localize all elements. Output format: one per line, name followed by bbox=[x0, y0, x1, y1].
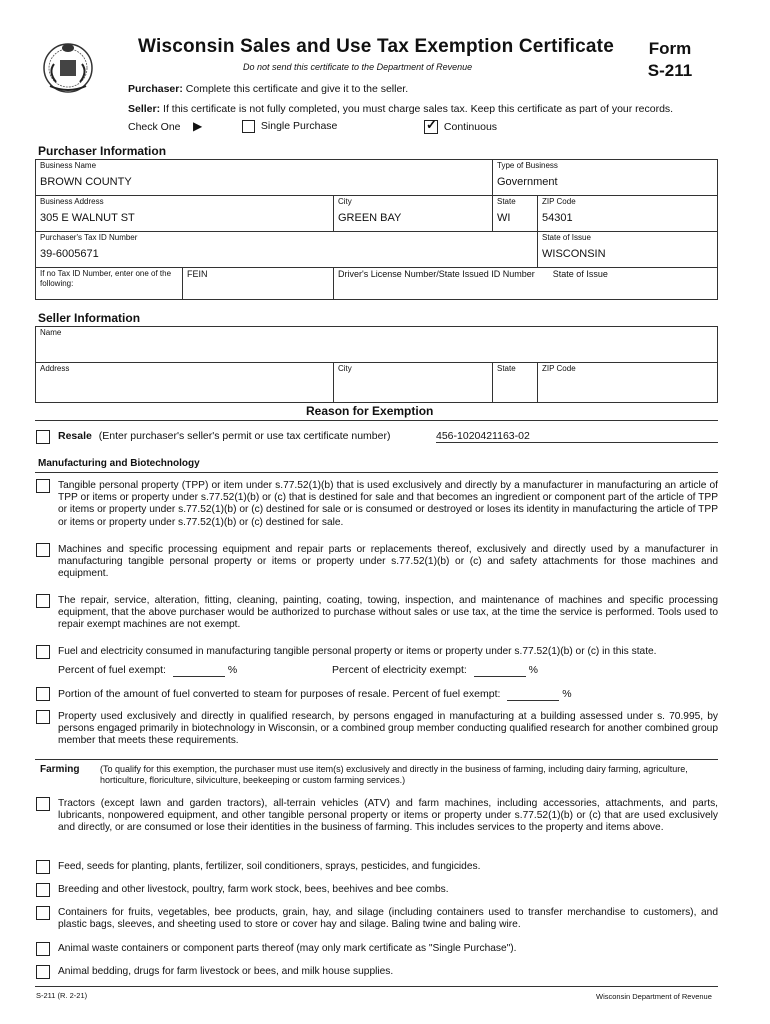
research-text: Property used exclusively and directly in qualified research, by persons engaged in manufacturing at a building assessed under s. 70.995, by persons engaged primarily in biotechnology in Wisconsin, or a combined group member conducting qualified research for another combined group member that meets these requirements. bbox=[58, 711, 718, 747]
mfg-fuel-checkbox[interactable] bbox=[36, 645, 50, 659]
no-tax-id-label-cell: If no Tax ID Number, enter one of the following: bbox=[36, 268, 183, 300]
divider bbox=[35, 472, 718, 473]
city-value: GREEN BAY bbox=[338, 212, 402, 224]
steam-checkbox[interactable] bbox=[36, 687, 50, 701]
state-of-issue-cell[interactable]: State of Issue WISCONSIN bbox=[538, 232, 718, 268]
city-cell[interactable]: City GREEN BAY bbox=[334, 196, 493, 232]
check-one-label: Check One bbox=[128, 121, 181, 133]
seller-state-cell[interactable]: State bbox=[493, 363, 538, 403]
wisconsin-seal-icon bbox=[40, 38, 96, 96]
fuel-percent-field[interactable] bbox=[173, 664, 225, 677]
checkmark-icon: ✓ bbox=[426, 117, 437, 132]
seller-section-title: Seller Information bbox=[38, 311, 141, 325]
steam-row: Portion of the amount of fuel converted to steam for purposes of resale. Percent of fuel exempt: % bbox=[58, 688, 572, 700]
seller-city-cell[interactable]: City bbox=[334, 363, 493, 403]
research-checkbox[interactable] bbox=[36, 710, 50, 724]
manufacturing-title: Manufacturing and Biotechnology bbox=[38, 458, 200, 469]
divider bbox=[35, 420, 718, 421]
purchaser-instruction: Purchaser: Complete this certificate and give it to the seller. bbox=[128, 83, 409, 95]
business-address-value: 305 E WALNUT ST bbox=[40, 212, 135, 224]
mfg-machines-checkbox[interactable] bbox=[36, 543, 50, 557]
divider bbox=[35, 759, 718, 760]
zip-value: 54301 bbox=[542, 212, 573, 224]
farm-livestock-checkbox[interactable] bbox=[36, 883, 50, 897]
arrow-right-icon: ▶ bbox=[193, 119, 203, 133]
seller-address-cell[interactable]: Address bbox=[36, 363, 334, 403]
farm-waste-checkbox[interactable] bbox=[36, 942, 50, 956]
mfg-machines-text: Machines and specific processing equipment and repair parts or replacements thereof, exclusively and directly used by a manufacturer in manufacturing tangible personal property or items or property under s.77.52(1)(b) or (c) and safety attachments for those machines and equipment. bbox=[58, 544, 718, 580]
department-name: Wisconsin Department of Revenue bbox=[596, 992, 712, 1001]
farm-containers-checkbox[interactable] bbox=[36, 906, 50, 920]
tax-id-cell[interactable]: Purchaser's Tax ID Number 39-6005671 bbox=[36, 232, 538, 268]
form-number-label bbox=[645, 38, 695, 82]
farm-livestock-text: Breeding and other livestock, poultry, farm work stock, bees, beehives and bee combs. bbox=[58, 884, 449, 895]
electricity-percent-row: Percent of electricity exempt: % bbox=[332, 664, 538, 676]
purchaser-table bbox=[35, 159, 718, 300]
mfg-fuel-text: Fuel and electricity consumed in manufacturing tangible personal property or items or property under s.77.52(1)(b) or (c) in this state. bbox=[58, 646, 657, 657]
state-cell[interactable]: State WI bbox=[493, 196, 538, 232]
footer-divider bbox=[35, 986, 718, 987]
business-name-value: BROWN COUNTY bbox=[40, 176, 132, 188]
farm-tractors-text: Tractors (except lawn and garden tractors), all-terrain vehicles (ATV) and farm machines, including accessories, attachments, and parts, lubricants, nonpowered equipment, and other tangible personal property or items or property under s.77.52(1)(b) or (c) that are used exclusively and directly, or are consumed or lose their identities in the business of farming. This includes services to the property and items above. bbox=[58, 798, 718, 834]
seller-instruction: Seller: If this certificate is not fully completed, you must charge sales tax. Keep this certificate as part of your records. bbox=[128, 103, 674, 115]
farm-tractors-checkbox[interactable] bbox=[36, 797, 50, 811]
farm-bedding-checkbox[interactable] bbox=[36, 965, 50, 979]
farm-containers-text: Containers for fruits, vegetables, bee products, grain, hay, and silage (including containers used to transfer merchandise to customers), and plastic bags, sleeves, and sheeting used to store or cover hay and silage. Baling twine and baling wire. bbox=[58, 907, 718, 931]
single-purchase-checkbox[interactable] bbox=[242, 120, 255, 133]
zip-cell[interactable]: ZIP Code 54301 bbox=[538, 196, 718, 232]
drivers-license-cell[interactable]: Driver's License Number/State Issued ID Number State of Issue bbox=[334, 268, 718, 300]
form-word: Form bbox=[648, 39, 692, 58]
mfg-repair-text: The repair, service, alteration, fitting, cleaning, painting, coating, towing, inspection, and maintenance of machines and specific processing equipment, that the above purchaser would be authorized to purchase without sales or use tax, at the time the service is performed. Tools used to repair exempt machines are not exempt. bbox=[58, 595, 718, 631]
seller-name-cell[interactable]: Name bbox=[36, 327, 718, 363]
tax-id-value: 39-6005671 bbox=[40, 248, 99, 260]
form-number: S-211 bbox=[647, 61, 693, 80]
steam-percent-field[interactable] bbox=[507, 688, 559, 701]
type-of-business-value: Government bbox=[497, 176, 558, 188]
farm-feed-text: Feed, seeds for planting, plants, fertilizer, soil conditioners, sprays, pesticides, and fungicides. bbox=[58, 861, 481, 872]
resale-number-field[interactable]: 456-1020421163-02 bbox=[436, 430, 718, 443]
mfg-tpp-checkbox[interactable] bbox=[36, 479, 50, 493]
do-not-send-note: Do not send this certificate to the Department of Revenue bbox=[243, 62, 473, 72]
state-of-issue-value: WISCONSIN bbox=[542, 248, 606, 260]
fuel-percent-row: Percent of fuel exempt: % bbox=[58, 664, 238, 676]
farm-feed-checkbox[interactable] bbox=[36, 860, 50, 874]
seller-table bbox=[35, 326, 718, 403]
resale-checkbox[interactable] bbox=[36, 430, 50, 444]
electricity-percent-field[interactable] bbox=[474, 664, 526, 677]
form-code: S-211 (R. 2-21) bbox=[36, 991, 88, 1000]
seller-zip-cell[interactable]: ZIP Code bbox=[538, 363, 718, 403]
continuous-checkbox[interactable] bbox=[424, 117, 438, 134]
continuous-option[interactable]: ✓ Continuous bbox=[426, 117, 498, 133]
type-of-business-cell[interactable]: Type of Business Government bbox=[493, 160, 718, 196]
state-value: WI bbox=[497, 212, 511, 224]
purchaser-section-title: Purchaser Information bbox=[38, 144, 167, 158]
fein-cell[interactable]: FEIN bbox=[183, 268, 334, 300]
farm-bedding-text: Animal bedding, drugs for farm livestock or bees, and milk house supplies. bbox=[58, 966, 394, 977]
resale-label-row: Resale (Enter purchaser's seller's permit or use tax certificate number) bbox=[58, 430, 391, 442]
reason-title: Reason for Exemption bbox=[306, 404, 434, 418]
mfg-repair-checkbox[interactable] bbox=[36, 594, 50, 608]
farming-note: (To qualify for this exemption, the purchaser must use item(s) exclusively and directly in the business of farming, including dairy farming, agriculture, horticulture, floriculture, silviculture, beekeeping or custom farming services.) bbox=[100, 764, 688, 785]
farming-title: Farming bbox=[40, 764, 80, 775]
single-purchase-option[interactable]: Single Purchase bbox=[242, 120, 337, 133]
business-address-cell[interactable]: Business Address 305 E WALNUT ST bbox=[36, 196, 334, 232]
mfg-tpp-text: Tangible personal property (TPP) or item under s.77.52(1)(b) that is used exclusively and directly by a manufacturer in manufacturing an article of TPP or items or property under s.77.52(1)(b) or (c) that is destined for sale and that becomes an ingredient or component part of the article of TPP or items or property under s.77.52(1)(b) or (c) destined for sale or is consumed or destroyed or loses its identity in manufacturing the article of TPP or items or property under s.77.52(1)(b) or (c) destined for sale. bbox=[58, 480, 718, 528]
business-name-cell[interactable]: Business Name BROWN COUNTY bbox=[36, 160, 493, 196]
form-title: Wisconsin Sales and Use Tax Exemption Certificate bbox=[138, 36, 614, 57]
farm-waste-text: Animal waste containers or component parts thereof (may only mark certificate as "Single Purchase"). bbox=[58, 943, 517, 954]
